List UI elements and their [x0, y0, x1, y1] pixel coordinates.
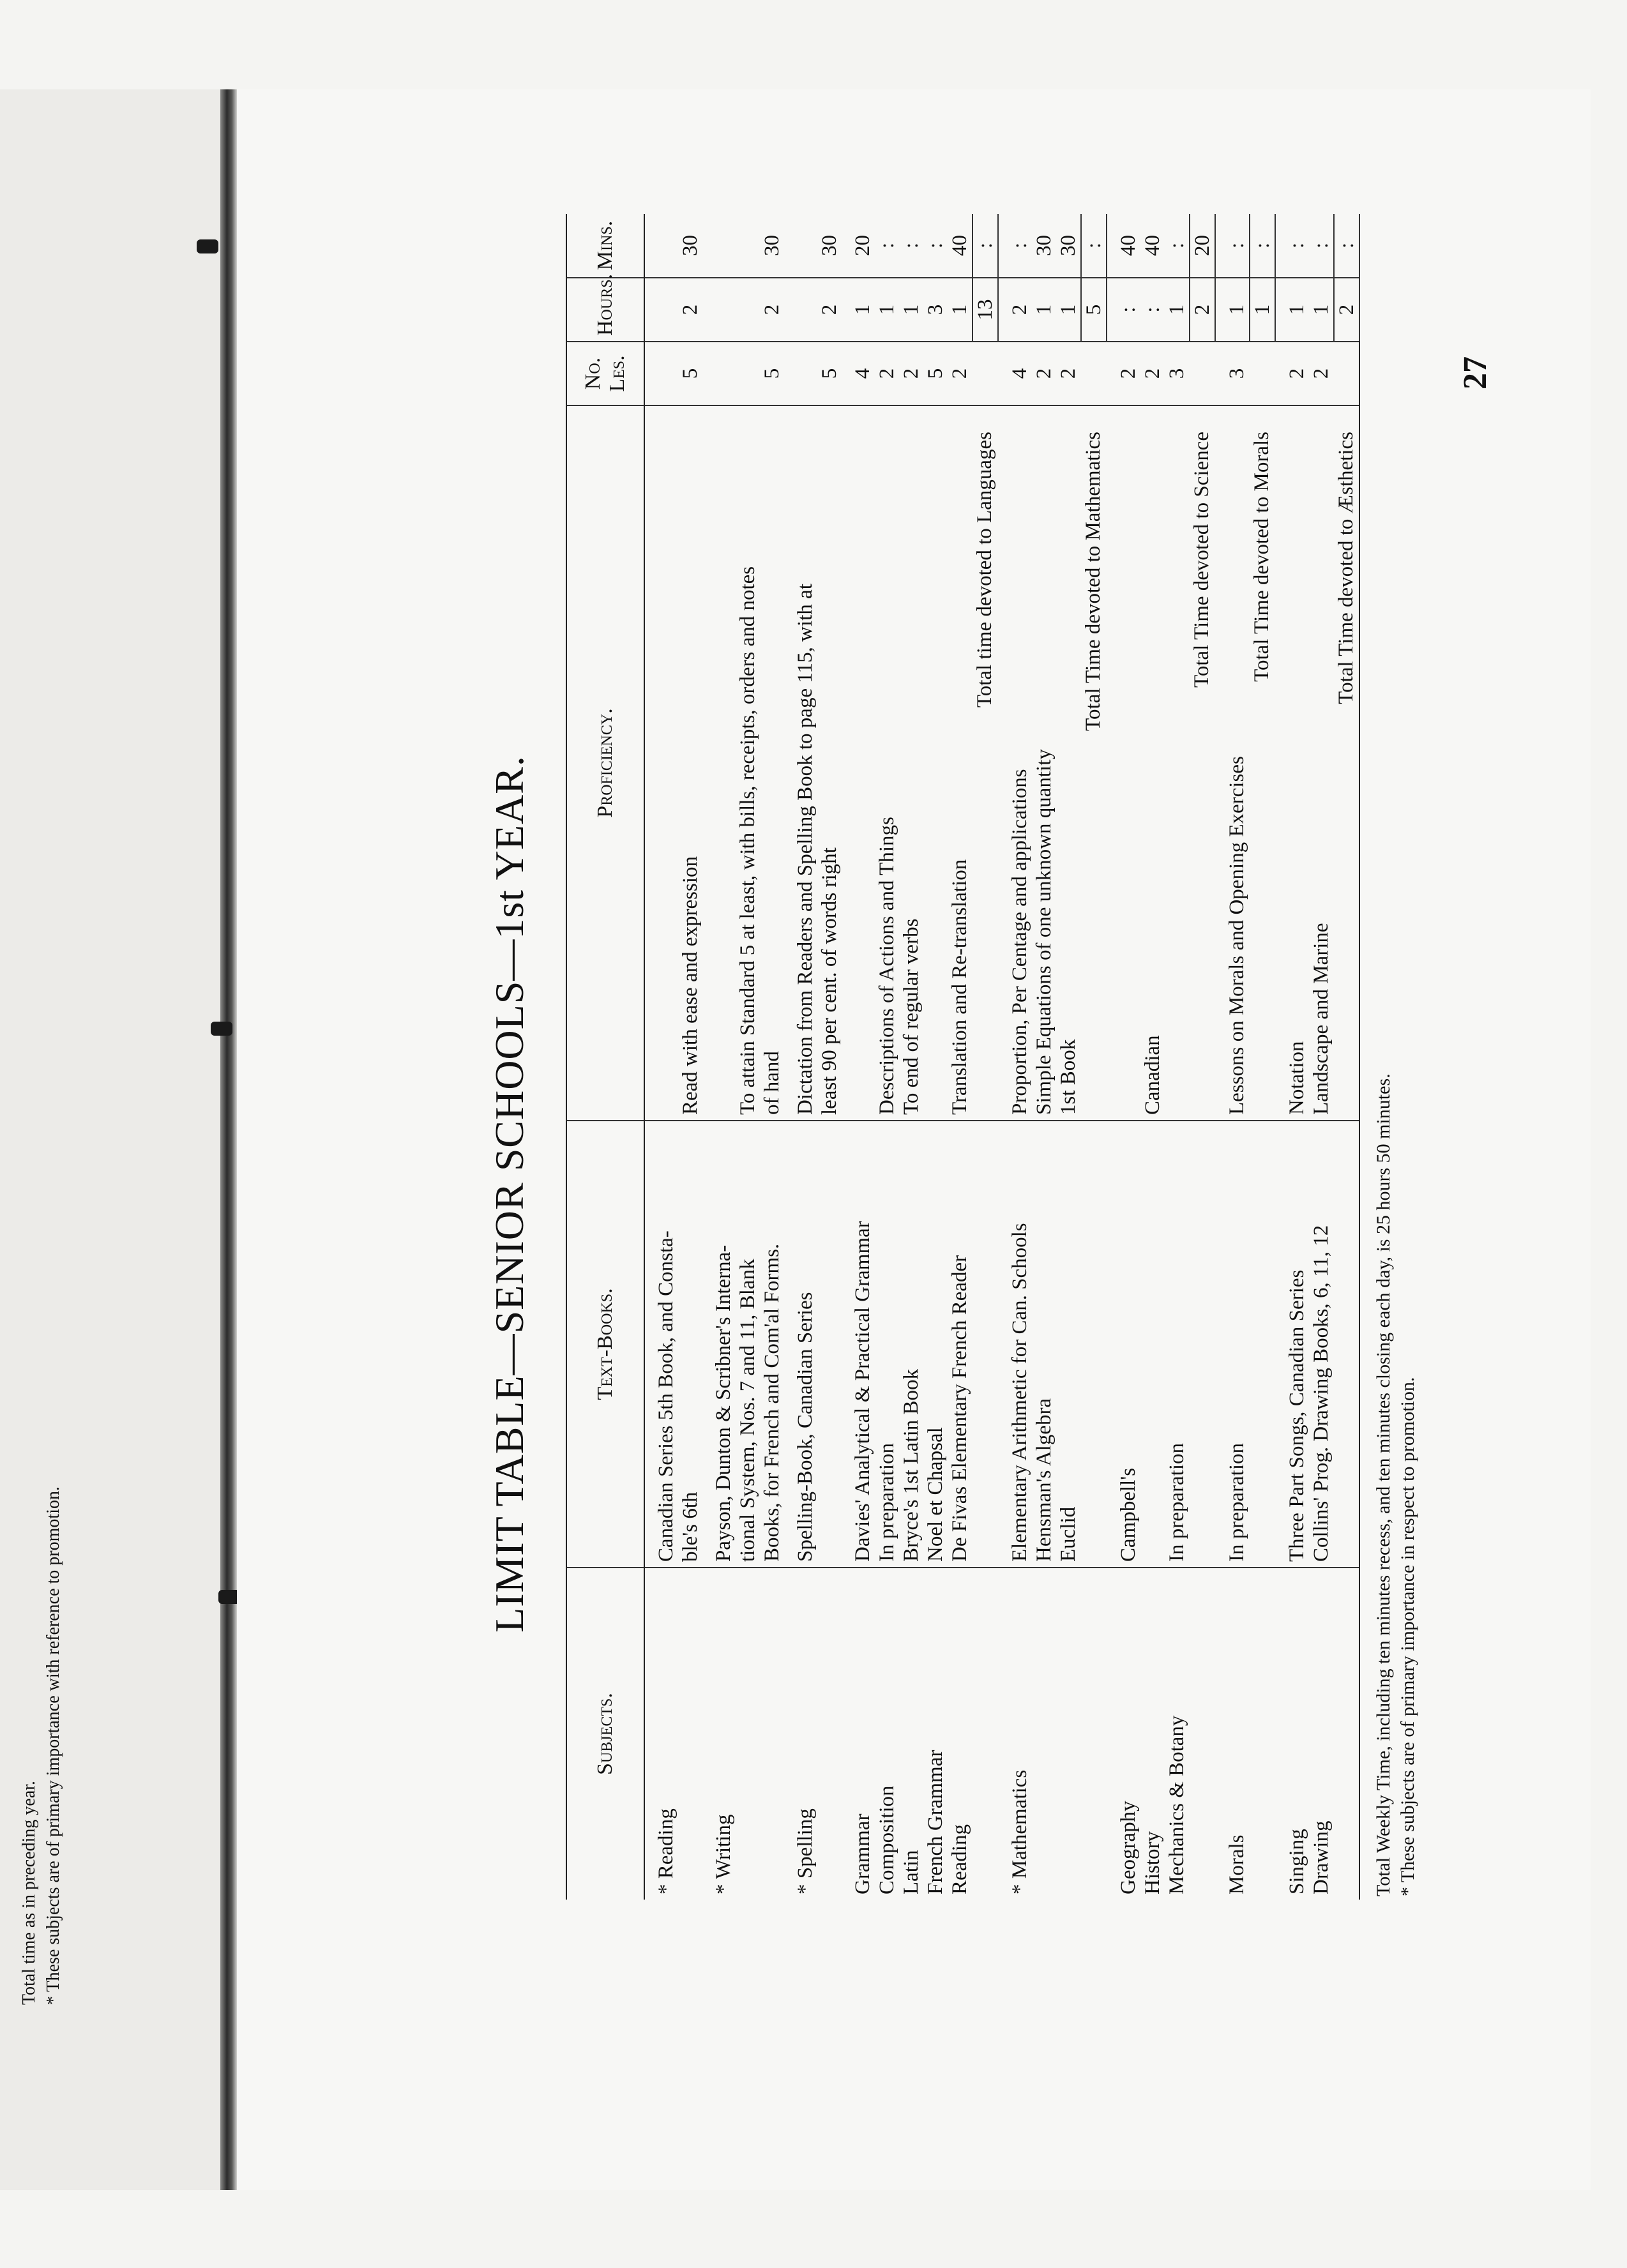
- subject-cell: * Spelling: [794, 1808, 817, 1894]
- mins-cell: 40: [1140, 214, 1165, 278]
- hours-cell: 2: [1008, 278, 1032, 342]
- table-row: [736, 214, 760, 1900]
- lessons-cell: 5: [678, 342, 702, 405]
- mins-cell: :: [899, 214, 923, 278]
- header-no-les: No. Les.: [566, 342, 644, 405]
- limit-table-container: [566, 214, 1360, 1900]
- total-mins: :: [1081, 214, 1107, 278]
- text-book-cell: Noel et Chapsal: [923, 1121, 948, 1568]
- subject-cell: History: [1141, 1831, 1164, 1894]
- table-row: [1140, 214, 1165, 1900]
- total-mins: 20: [1190, 214, 1215, 278]
- table-row: [851, 214, 875, 1900]
- proficiency-cell: least 90 per cent. of words right: [817, 405, 842, 1121]
- hours-cell: 1: [1032, 278, 1056, 342]
- mins-cell: :: [1285, 214, 1309, 278]
- text-book-cell: Campbell's: [1116, 1121, 1140, 1568]
- subject-cell: Latin: [900, 1850, 923, 1894]
- previous-page-line: Total time as in preceding year.: [19, 1780, 39, 2005]
- total-mins: :: [1250, 214, 1275, 278]
- proficiency-cell: Canadian: [1140, 405, 1165, 1121]
- table-row: [1056, 214, 1081, 1900]
- hours-cell: 2: [760, 278, 784, 342]
- subject-cell: Reading: [948, 1824, 971, 1894]
- total-row: [1190, 214, 1215, 1900]
- table-row: [760, 214, 784, 1900]
- mins-cell: :: [1225, 214, 1250, 278]
- lessons-cell: 2: [1140, 342, 1165, 405]
- proficiency-cell: of hand: [760, 405, 784, 1121]
- text-book-cell: Payson, Dunton & Scribner's Interna-: [711, 1121, 736, 1568]
- page: [237, 89, 1591, 2190]
- total-label: Total time devoted to Languages: [972, 405, 998, 1121]
- table-row: [1309, 214, 1334, 1900]
- table-row: [948, 214, 972, 1900]
- mins-cell: :: [1008, 214, 1032, 278]
- proficiency-cell: Notation: [1285, 405, 1309, 1121]
- table-row: [1165, 214, 1190, 1900]
- text-book-cell: Davies' Analytical & Practical Grammar: [851, 1121, 875, 1568]
- total-row: [1250, 214, 1275, 1900]
- table-row: [923, 214, 948, 1900]
- hours-cell: :: [1116, 278, 1140, 342]
- header-proficiency: Proficiency.: [566, 405, 644, 1121]
- table-row: [1008, 214, 1032, 1900]
- hours-cell: 1: [1309, 278, 1334, 342]
- mins-cell: 30: [1056, 214, 1081, 278]
- proficiency-cell: [923, 405, 948, 1121]
- previous-page-footnote: * These subjects are of primary importance with reference to promotion.: [43, 1486, 63, 2005]
- text-book-cell: ble's 6th: [678, 1121, 702, 1568]
- text-book-cell: Three Part Songs, Canadian Series: [1285, 1121, 1309, 1568]
- header-text-books: Text-Books.: [566, 1121, 644, 1568]
- proficiency-cell: Read with ease and expression: [678, 405, 702, 1121]
- binding-thread-mark: [211, 1022, 232, 1036]
- subject-cell: Geography: [1117, 1801, 1140, 1894]
- lessons-cell: 4: [851, 342, 875, 405]
- header-subjects: Subjects.: [566, 1568, 644, 1900]
- text-book-cell: Spelling-Book, Canadian Series: [793, 1121, 817, 1568]
- hours-cell: 1: [851, 278, 875, 342]
- text-book-cell: In preparation: [875, 1121, 899, 1568]
- mins-cell: :: [1165, 214, 1190, 278]
- previous-page-text: [0, 89, 220, 2190]
- mins-cell: :: [923, 214, 948, 278]
- table-row: [654, 214, 678, 1900]
- page-number: 27: [1457, 356, 1494, 389]
- mins-cell: :: [875, 214, 899, 278]
- subject-cell: Grammar: [851, 1813, 874, 1894]
- subject-cell: Mechanics & Botany: [1165, 1715, 1188, 1894]
- proficiency-cell: Translation and Re-translation: [948, 405, 972, 1121]
- total-row: [972, 214, 998, 1900]
- table-row: [711, 214, 736, 1900]
- text-book-cell: [1140, 1121, 1165, 1568]
- lessons-cell: 3: [1165, 342, 1190, 405]
- page-title: LIMIT TABLE—SENIOR SCHOOLS—1st YEAR.: [487, 755, 532, 1633]
- total-hours: 2: [1334, 278, 1359, 342]
- text-book-cell: In preparation: [1225, 1121, 1250, 1568]
- table-row: [899, 214, 923, 1900]
- hours-cell: 1: [1225, 278, 1250, 342]
- hours-cell: 2: [817, 278, 842, 342]
- lessons-cell: 2: [1285, 342, 1309, 405]
- lessons-cell: 2: [1309, 342, 1334, 405]
- table-row: [817, 214, 842, 1900]
- previous-page: [0, 89, 222, 2190]
- header-mins: Mins.: [566, 214, 644, 278]
- header-hours: Hours.: [566, 278, 644, 342]
- hours-cell: 1: [1165, 278, 1190, 342]
- text-book-cell: Euclid: [1056, 1121, 1081, 1568]
- lessons-cell: 5: [817, 342, 842, 405]
- total-label: Total Time devoted to Mathematics: [1081, 405, 1107, 1121]
- lessons-cell: 2: [1116, 342, 1140, 405]
- hours-cell: 1: [948, 278, 972, 342]
- lessons-cell: 4: [1008, 342, 1032, 405]
- table-row: [1285, 214, 1309, 1900]
- proficiency-cell: [851, 405, 875, 1121]
- book-gutter: [220, 89, 237, 2190]
- mins-cell: 30: [817, 214, 842, 278]
- lessons-cell: 2: [948, 342, 972, 405]
- subject-cell: French Grammar: [924, 1750, 947, 1894]
- text-book-cell: tional System, Nos. 7 and 11, Blank: [736, 1121, 760, 1568]
- proficiency-cell: Proportion, Per Centage and applications: [1008, 405, 1032, 1121]
- total-hours: 5: [1081, 278, 1107, 342]
- mins-cell: 30: [760, 214, 784, 278]
- proficiency-cell: Descriptions of Actions and Things: [875, 405, 899, 1121]
- total-hours: 2: [1190, 278, 1215, 342]
- table-header-row: [566, 214, 644, 1900]
- proficiency-cell: 1st Book: [1056, 405, 1081, 1121]
- total-hours: 13: [972, 278, 998, 342]
- subject-cell: Drawing: [1310, 1820, 1333, 1894]
- hours-cell: 3: [923, 278, 948, 342]
- lessons-cell: 2: [1032, 342, 1056, 405]
- text-book-cell: De Fivas Elementary French Reader: [948, 1121, 972, 1568]
- table-row: [1225, 214, 1250, 1900]
- table-row: [875, 214, 899, 1900]
- proficiency-cell: [1116, 405, 1140, 1121]
- weekly-time-note: Total Weekly Time, including ten minutes recess, and ten minutes closing each day, is 25 hours 50 minutes.: [1373, 1073, 1394, 1896]
- subject-cell: Composition: [875, 1785, 898, 1894]
- text-book-cell: Books, for French and Com'al Forms.: [760, 1121, 784, 1568]
- limit-table: [566, 214, 1360, 1900]
- mins-cell: 40: [1116, 214, 1140, 278]
- text-book-cell: Hensman's Algebra: [1032, 1121, 1056, 1568]
- hours-cell: 1: [899, 278, 923, 342]
- subject-cell: * Reading: [655, 1808, 677, 1894]
- total-hours: 1: [1250, 278, 1275, 342]
- total-mins: :: [972, 214, 998, 278]
- hours-cell: 1: [875, 278, 899, 342]
- mins-cell: :: [1309, 214, 1334, 278]
- lessons-cell: 5: [760, 342, 784, 405]
- proficiency-cell: To attain Standard 5 at least, with bills, receipts, orders and notes: [736, 405, 760, 1121]
- total-label: Total Time devoted to Æsthetics: [1334, 405, 1359, 1121]
- lessons-cell: 5: [923, 342, 948, 405]
- hours-cell: 1: [1056, 278, 1081, 342]
- proficiency-cell: Dictation from Readers and Spelling Book to page 115, with at: [793, 405, 817, 1121]
- subject-cell: * Writing: [712, 1814, 735, 1894]
- subject-cell: Singing: [1285, 1829, 1308, 1894]
- footnotes: [1372, 1073, 1420, 1896]
- subject-cell: Morals: [1225, 1834, 1248, 1894]
- text-book-cell: Canadian Series 5th Book, and Consta-: [654, 1121, 678, 1568]
- promotion-note: * These subjects are of primary importance in respect to promotion.: [1397, 1377, 1418, 1896]
- hours-cell: 2: [678, 278, 702, 342]
- rotated-page-content: [237, 89, 1591, 2190]
- proficiency-cell: Simple Equations of one unknown quantity: [1032, 405, 1056, 1121]
- text-book-cell: In preparation: [1165, 1121, 1190, 1568]
- total-mins: :: [1334, 214, 1359, 278]
- total-row: [1334, 214, 1359, 1900]
- proficiency-cell: Landscape and Marine: [1309, 405, 1334, 1121]
- text-book-cell: Collins' Prog. Drawing Books, 6, 11, 12: [1309, 1121, 1334, 1568]
- table-row: [793, 214, 817, 1900]
- proficiency-cell: To end of regular verbs: [899, 405, 923, 1121]
- mins-cell: 40: [948, 214, 972, 278]
- mins-cell: 20: [851, 214, 875, 278]
- table-row: [1116, 214, 1140, 1900]
- total-label: Total Time devoted to Morals: [1250, 405, 1275, 1121]
- proficiency-cell: [1165, 405, 1190, 1121]
- lessons-cell: 2: [1056, 342, 1081, 405]
- mins-cell: 30: [1032, 214, 1056, 278]
- text-book-cell: Bryce's 1st Latin Book: [899, 1121, 923, 1568]
- lessons-cell: 2: [899, 342, 923, 405]
- subject-cell: * Mathematics: [1008, 1769, 1031, 1894]
- total-row: [1081, 214, 1107, 1900]
- binding-thread-mark: [197, 239, 218, 253]
- hours-cell: :: [1140, 278, 1165, 342]
- table-row: [1032, 214, 1056, 1900]
- table-row: [678, 214, 702, 1900]
- proficiency-cell: Lessons on Morals and Opening Exercises: [1225, 405, 1250, 1121]
- hours-cell: 1: [1285, 278, 1309, 342]
- lessons-cell: 3: [1225, 342, 1250, 405]
- text-book-cell: Elementary Arithmetic for Can. Schools: [1008, 1121, 1032, 1568]
- mins-cell: 30: [678, 214, 702, 278]
- total-label: Total Time devoted to Science: [1190, 405, 1215, 1121]
- lessons-cell: 2: [875, 342, 899, 405]
